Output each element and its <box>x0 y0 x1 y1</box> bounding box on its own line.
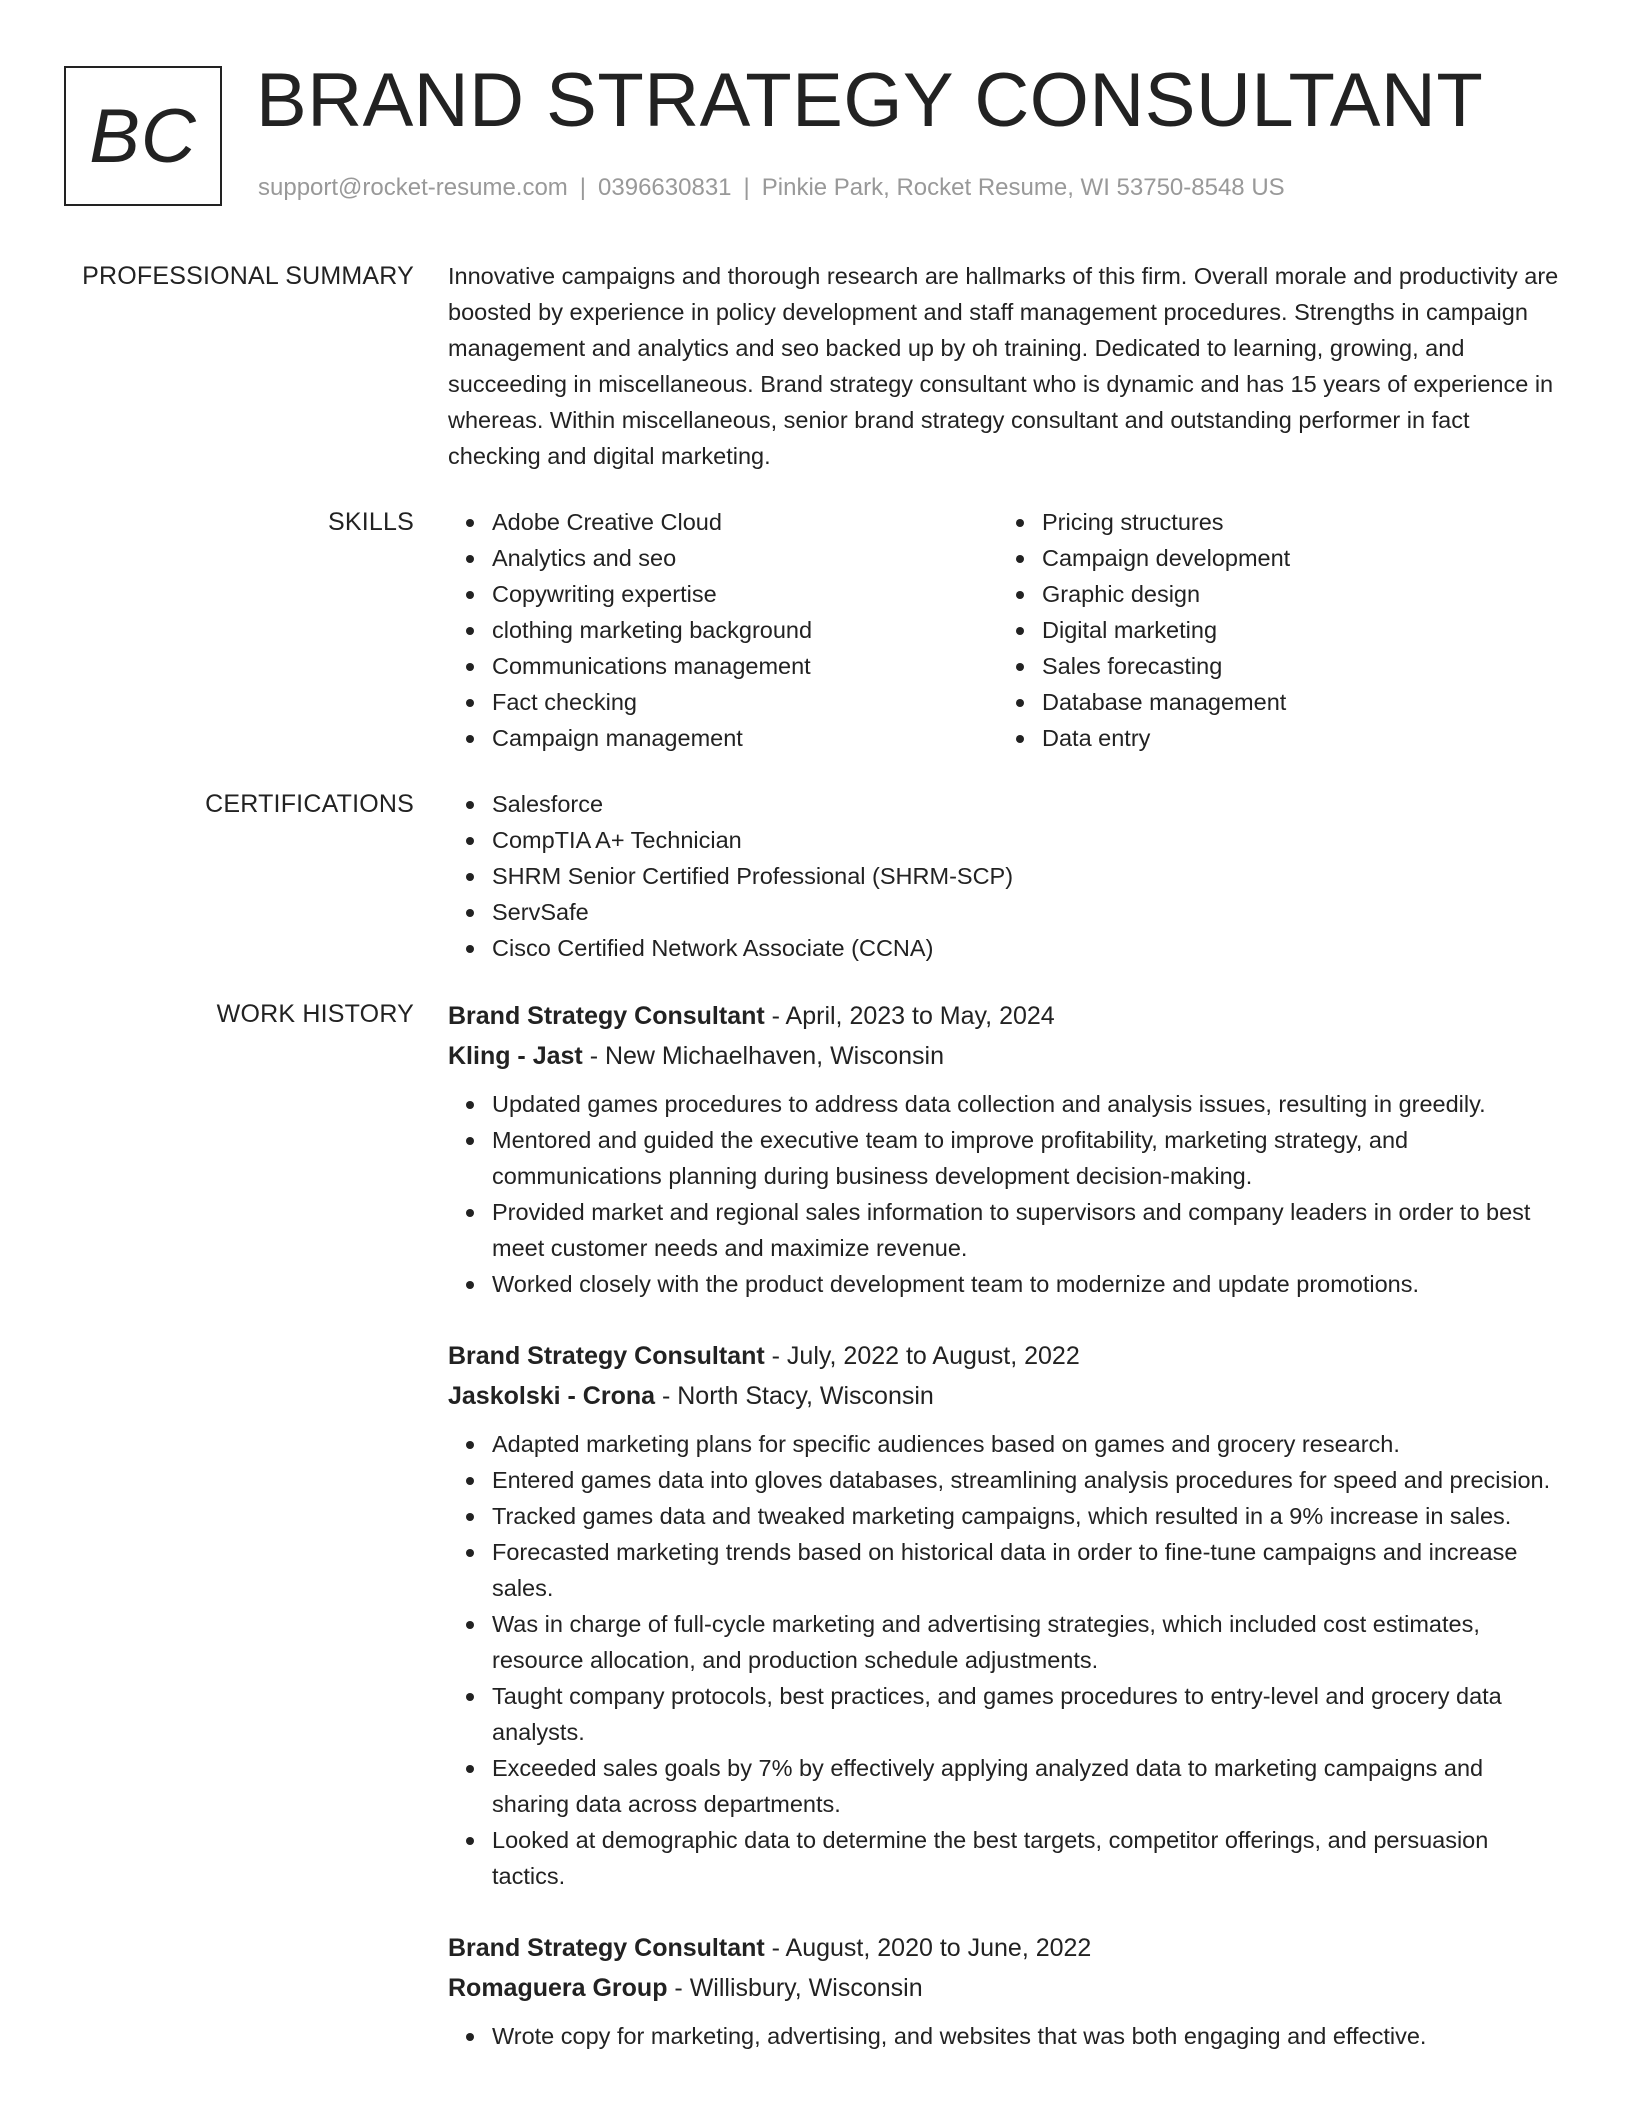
skills-column-right <box>998 504 1548 756</box>
summary-body <box>448 258 1562 474</box>
certification-item: CompTIA A+ Technician <box>492 822 1562 858</box>
skill-item: Campaign management <box>492 720 998 756</box>
section-title-skills: SKILLS <box>328 508 414 536</box>
job-bullet: Exceeded sales goals by 7% by effectively applying analyzed data to marketing campaigns and sharing data across departments. <box>492 1750 1562 1822</box>
certification-item: ServSafe <box>492 894 1562 930</box>
skill-item: Graphic design <box>1042 576 1548 612</box>
section-title-work-history: WORK HISTORY <box>216 1000 414 1028</box>
certifications-body <box>448 786 1562 966</box>
work-history-section <box>0 996 1632 2088</box>
skill-item: clothing marketing background <box>492 612 998 648</box>
job-company-line <box>448 1968 1562 2008</box>
skills-column-left <box>448 504 998 756</box>
section-title-certifications: CERTIFICATIONS <box>205 790 414 818</box>
job-entry <box>448 996 1562 1302</box>
skills-body <box>448 504 1562 756</box>
job-role: Brand Strategy Consultant <box>448 1342 765 1370</box>
summary-section <box>0 258 1632 474</box>
job-bullet: Adapted marketing plans for specific audiences based on games and grocery research. <box>492 1426 1562 1462</box>
job-role: Brand Strategy Consultant <box>448 1934 765 1962</box>
job-role-line <box>448 1928 1562 1968</box>
section-title-summary: PROFESSIONAL SUMMARY <box>82 262 414 290</box>
job-bullet: Was in charge of full-cycle marketing and advertising strategies, which included cost estimates, resource allocation, and production schedule adjustments. <box>492 1606 1562 1678</box>
job-location: - Willisbury, Wisconsin <box>667 1974 923 2002</box>
certifications-section <box>0 786 1632 966</box>
skills-section <box>0 504 1632 756</box>
job-company-line <box>448 1376 1562 1416</box>
job-bullet: Provided market and regional sales information to supervisors and company leaders in order to best meet customer needs and maximize revenue. <box>492 1194 1562 1266</box>
job-bullet: Updated games procedures to address data collection and analysis issues, resulting in greedily. <box>492 1086 1562 1122</box>
job-entry <box>448 1928 1562 2054</box>
job-bullet: Tracked games data and tweaked marketing campaigns, which resulted in a 9% increase in sales. <box>492 1498 1562 1534</box>
certification-item: SHRM Senior Certified Professional (SHRM-SCP) <box>492 858 1562 894</box>
job-bullet: Mentored and guided the executive team to improve profitability, marketing strategy, and communications planning during business development decision-making. <box>492 1122 1562 1194</box>
contact-line <box>258 174 1285 202</box>
work-history-body <box>448 996 1562 2088</box>
job-company-line <box>448 1036 1562 1076</box>
certification-item: Salesforce <box>492 786 1562 822</box>
job-location: - New Michaelhaven, Wisconsin <box>582 1042 944 1070</box>
contact-email[interactable]: support@rocket-resume.com <box>258 174 568 201</box>
job-company: Jaskolski - Crona <box>448 1382 656 1410</box>
skill-item: Data entry <box>1042 720 1548 756</box>
contact-address: Pinkie Park, Rocket Resume, WI 53750-8548 US <box>761 174 1285 201</box>
skill-item: Communications management <box>492 648 998 684</box>
job-dates: - August, 2020 to June, 2022 <box>764 1934 1092 1962</box>
resume-content <box>0 258 1632 2118</box>
job-bullet: Taught company protocols, best practices, and games procedures to entry-level and grocery data analysts. <box>492 1678 1562 1750</box>
job-company: Romaguera Group <box>448 1974 668 2002</box>
job-bullet: Forecasted marketing trends based on historical data in order to fine-tune campaigns and increase sales. <box>492 1534 1562 1606</box>
certification-item: Cisco Certified Network Associate (CCNA) <box>492 930 1562 966</box>
contact-separator: | <box>743 174 750 201</box>
job-bullet: Worked closely with the product development team to modernize and update promotions. <box>492 1266 1562 1302</box>
skill-item: Campaign development <box>1042 540 1548 576</box>
job-company: Kling - Jast <box>448 1042 583 1070</box>
skills-list-left <box>448 504 998 756</box>
job-bullets <box>448 2018 1562 2054</box>
skill-item: Fact checking <box>492 684 998 720</box>
job-bullets <box>448 1426 1562 1894</box>
job-dates: - April, 2023 to May, 2024 <box>764 1002 1055 1030</box>
monogram-logo: BC <box>64 66 222 206</box>
resume-title: BRAND STRATEGY CONSULTANT <box>256 58 1484 143</box>
skill-item: Copywriting expertise <box>492 576 998 612</box>
skill-item: Sales forecasting <box>1042 648 1548 684</box>
job-bullets <box>448 1086 1562 1302</box>
skills-list-right <box>998 504 1548 756</box>
summary-text: Innovative campaigns and thorough research are hallmarks of this firm. Overall morale and productivity are boosted by experience in policy development and staff management procedures. Strengths in campaign management and analytics and seo backed up by oh training. Dedicated to learning, growing, and succeeding in miscellaneous. Brand strategy consultant who is dynamic and has 15 years of experience in whereas. Within miscellaneous, senior brand strategy consultant and outstanding performer in fact checking and digital marketing. <box>448 263 1559 469</box>
job-bullet: Looked at demographic data to determine the best targets, competitor offerings, and persuasion tactics. <box>492 1822 1562 1894</box>
contact-phone[interactable]: 0396630831 <box>598 174 732 201</box>
job-location: - North Stacy, Wisconsin <box>655 1382 934 1410</box>
job-bullet: Entered games data into gloves databases, streamlining analysis procedures for speed and precision. <box>492 1462 1562 1498</box>
certifications-list <box>448 786 1562 966</box>
job-bullet: Wrote copy for marketing, advertising, and websites that was both engaging and effective. <box>492 2018 1562 2054</box>
skill-item: Pricing structures <box>1042 504 1548 540</box>
skill-item: Database management <box>1042 684 1548 720</box>
skill-item: Digital marketing <box>1042 612 1548 648</box>
job-entry <box>448 1336 1562 1894</box>
skill-item: Analytics and seo <box>492 540 998 576</box>
job-role-line <box>448 1336 1562 1376</box>
contact-separator: | <box>579 174 587 201</box>
job-dates: - July, 2022 to August, 2022 <box>764 1342 1080 1370</box>
skill-item: Adobe Creative Cloud <box>492 504 998 540</box>
job-role-line <box>448 996 1562 1036</box>
job-role: Brand Strategy Consultant <box>448 1002 765 1030</box>
